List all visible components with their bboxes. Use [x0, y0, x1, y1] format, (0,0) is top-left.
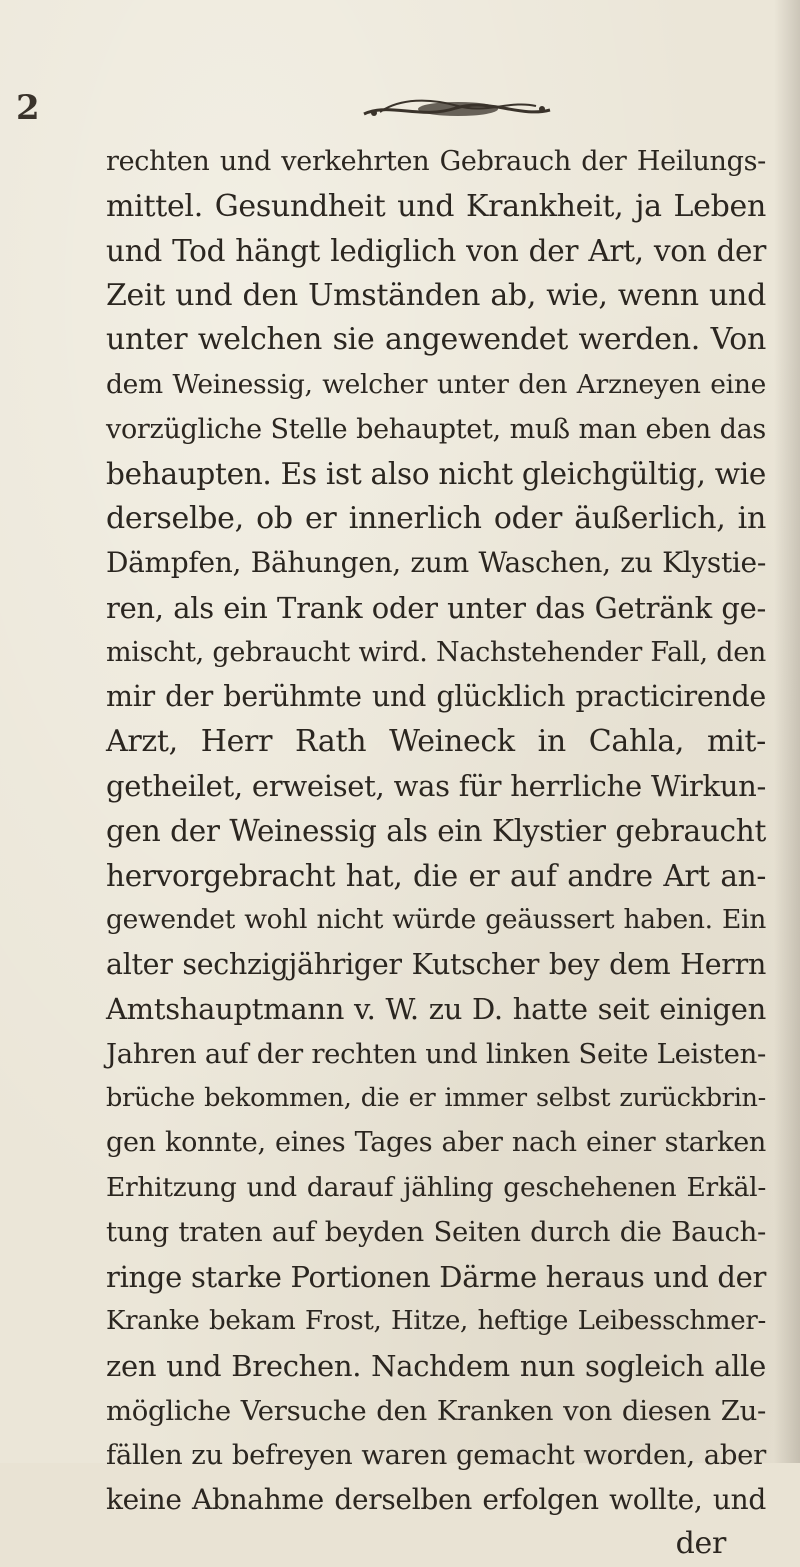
- text-line: und Tod hängt lediglich von der Art, von der: [106, 234, 766, 269]
- text-line: zen und Brechen. Nachdem nun sogleich alle: [106, 1349, 766, 1384]
- text-line: Amtshauptmann v. W. zu D. hatte seit einigen: [106, 992, 766, 1027]
- text-line: keine Abnahme derselben erfolgen wollte, und: [106, 1482, 766, 1516]
- spine-shadow: [774, 0, 800, 1463]
- text-line: ringe starke Portionen Därme heraus und der: [106, 1259, 767, 1294]
- text-line: ren, als ein Trank oder unter das Getränk ge-: [106, 590, 766, 625]
- text-line: mittel. Gesundheit und Krankheit, ja Leben: [106, 188, 766, 224]
- text-line: Dämpfen, Bähungen, zum Waschen, zu Klystie-: [106, 546, 766, 580]
- text-line: fällen zu befreyen waren gemacht worden, aber: [106, 1439, 766, 1472]
- body-text: [106, 140, 766, 1567]
- header-ornament-icon: [360, 94, 555, 124]
- text-line: mischt, gebraucht wird. Nachstehender Fall, den: [106, 636, 766, 668]
- text-line: Kranke bekam Frost, Hitze, heftige Leibesschmer-: [106, 1306, 766, 1337]
- text-line: rechten und verkehrten Gebrauch der Heilungs-: [106, 146, 766, 177]
- text-line: tung traten auf beyden Seiten durch die Bauch-: [106, 1216, 766, 1249]
- text-line: vorzügliche Stelle behauptet, muß man eben das: [106, 413, 766, 445]
- text-line: mögliche Versuche den Kranken von diesen Zu-: [106, 1394, 766, 1427]
- text-line: mir der berühmte und glücklich practicirende: [106, 680, 766, 714]
- text-line: brüche bekommen, die er immer selbst zurückbrin-: [106, 1083, 766, 1114]
- text-line: alter sechzigjähriger Kutscher bey dem Herrn: [106, 947, 766, 981]
- text-line: getheilet, erweiset, was für herrliche Wirkun-: [106, 769, 766, 804]
- text-line: hervorgebracht hat, die er auf andre Art an-: [106, 858, 766, 893]
- text-line: gen konnte, eines Tages aber nach einer starken: [106, 1127, 766, 1159]
- text-line: Zeit und den Umständen ab, wie, wenn und: [106, 277, 766, 313]
- text-line: derselbe, ob er innerlich oder äußerlich, in: [106, 500, 766, 536]
- text-line: Jahren auf der rechten und linken Seite Leisten-: [106, 1037, 766, 1070]
- text-line: Arzt, Herr Rath Weineck in Cahla, mit-: [106, 723, 766, 759]
- text-line: Erhitzung und darauf jähling geschehenen Erkäl-: [106, 1171, 766, 1203]
- catchword: der: [675, 1526, 726, 1562]
- text-line: unter welchen sie angewendet werden. Von: [106, 322, 766, 358]
- text-line: gen der Weinessig als ein Klystier gebraucht: [106, 813, 766, 848]
- text-line: gewendet wohl nicht würde geäussert haben. Ein: [106, 904, 766, 936]
- text-line: behaupten. Es ist also nicht gleichgültig, wie: [106, 457, 766, 492]
- text-line: dem Weinessig, welcher unter den Arzneyen eine: [106, 368, 766, 400]
- page-number: 2: [16, 88, 40, 128]
